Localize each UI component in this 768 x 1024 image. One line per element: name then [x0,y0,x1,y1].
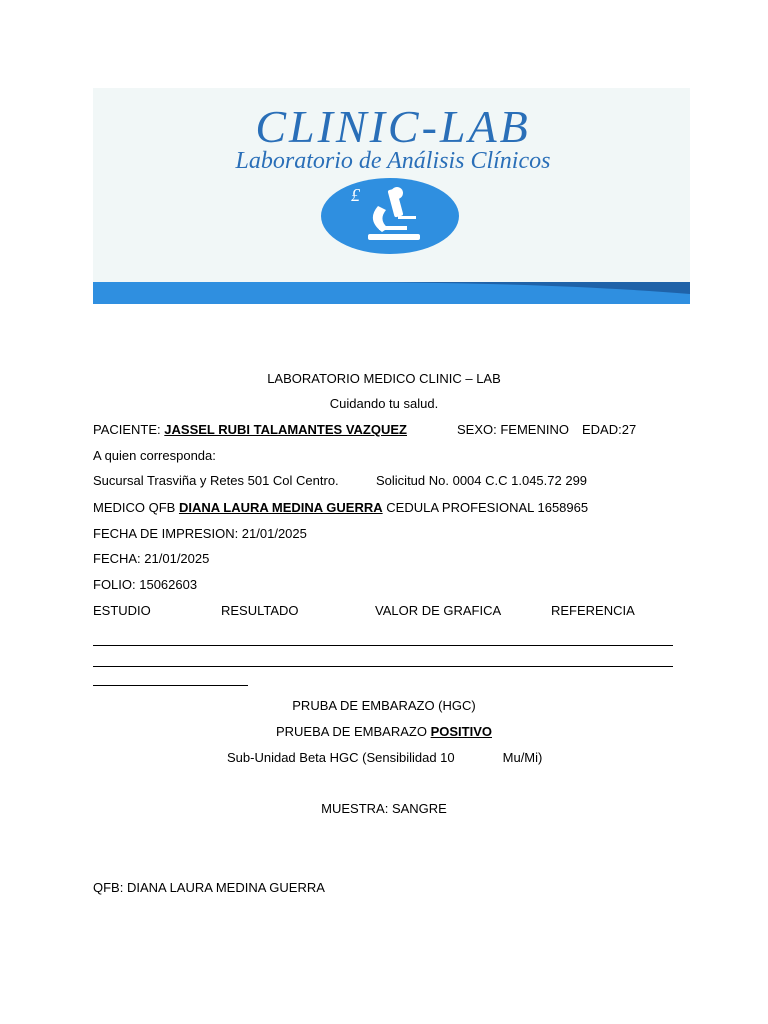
test-result-line [0,724,768,740]
logo-subtitle: Laboratorio de Análisis Clínicos [235,148,551,174]
separator-line [93,685,248,686]
patient-age: EDAD:27 [582,422,637,437]
test-title: PRUBA DE EMBARAZO (HGC) [292,698,476,713]
doctor-line [93,500,588,516]
report-date: FECHA: 21/01/2025 [93,551,210,566]
test-result-value: POSITIVO [430,724,492,739]
separator-line [93,666,673,667]
lab-logo-banner [93,88,690,304]
greeting: A quien corresponda: [93,448,216,463]
table-header-graph-value: VALOR DE GRAFICA [375,603,502,618]
signature: QFB: DIANA LAURA MEDINA GUERRA [93,880,325,895]
doctor-license: CEDULA PROFESIONAL 1658965 [386,500,589,515]
doctor-name: DIANA LAURA MEDINA GUERRA [178,500,383,515]
patient-label: PACIENTE: [93,422,161,437]
request-number: Solicitud No. 0004 C.C 1.045.72 299 [376,473,588,488]
patient-sex: SEXO: FEMENINO [457,422,569,437]
logo-emblem [321,178,459,254]
logo-title: CLINIC-LAB [255,101,531,152]
test-result-prefix: PRUEBA DE EMBARAZO [275,724,427,739]
table-header-study: ESTUDIO [93,603,151,618]
print-date: FECHA DE IMPRESION: 21/01/2025 [93,526,307,541]
test-detail-right: Mu/Mi) [502,750,543,765]
sample-type: MUESTRA: SANGRE [321,801,447,816]
table-header-result: RESULTADO [221,603,299,618]
patient-line [93,422,407,438]
test-detail [227,750,542,766]
doctor-prefix: MEDICO QFB [93,500,176,515]
logo-graphic [93,88,690,304]
patient-name: JASSEL RUBI TALAMANTES VAZQUEZ [164,422,407,437]
table-header-reference: REFERENCIA [551,603,635,618]
logo-monogram: £ [351,185,360,205]
folio: FOLIO: 15062603 [93,577,198,592]
separator-line [93,645,673,646]
branch-address: Sucursal Trasviña y Retes 501 Col Centro. [93,473,339,488]
test-detail-left: Sub-Unidad Beta HGC (Sensibilidad 10 [227,750,455,765]
lab-name: LABORATORIO MEDICO CLINIC – LAB [267,371,501,386]
lab-slogan: Cuidando tu salud. [329,396,439,411]
